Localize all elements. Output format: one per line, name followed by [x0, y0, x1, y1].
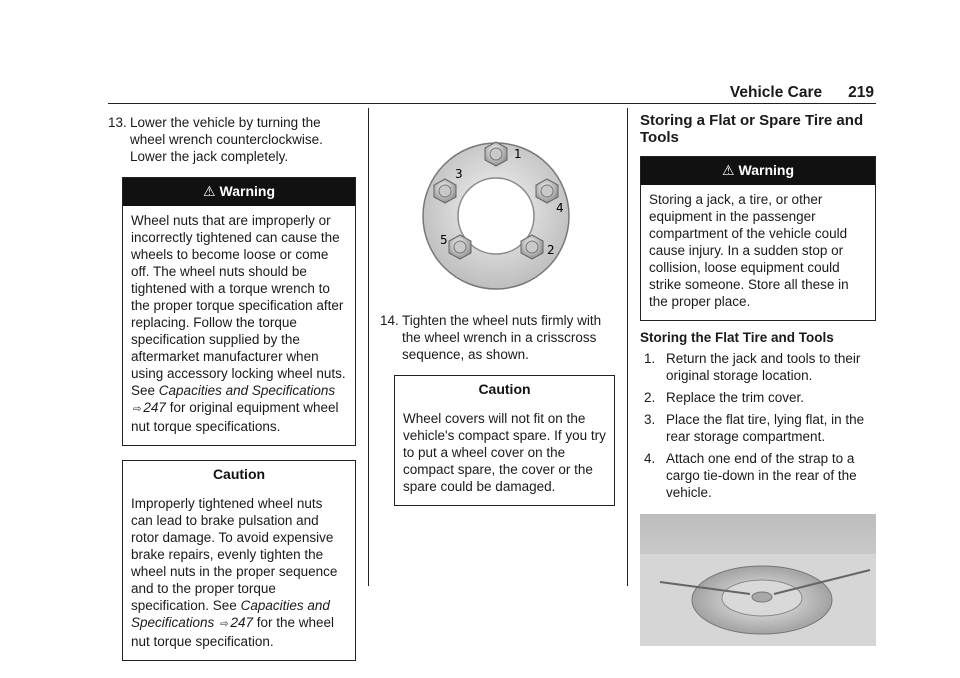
step-text: Return the jack and tools to their original storage location. — [666, 351, 861, 383]
caution-header — [123, 461, 355, 489]
warning-body — [641, 185, 875, 320]
step-number: 1. — [644, 351, 656, 366]
page-number: 219 — [848, 84, 874, 101]
page-header — [640, 84, 874, 101]
warning-title: Warning — [219, 183, 276, 199]
column-divider-1 — [368, 108, 369, 586]
column-divider-2 — [627, 108, 628, 586]
page-ref[interactable]: 247 — [230, 615, 253, 630]
caution-text: Wheel covers will not fit on the vehicle's compact spare. If you try to put a wheel cover on the compact spare, the cover or the spare could be damaged. — [403, 411, 606, 494]
step-number: 14. — [380, 313, 399, 328]
step-14 — [380, 312, 615, 363]
column-1 — [108, 114, 356, 661]
nut-label-1: 1 — [514, 147, 522, 161]
caution-box — [122, 460, 356, 661]
step-text: Lower the vehicle by turning the wheel wrench counterclockwise. Lower the jack completely. — [130, 115, 323, 164]
caution-text: Improperly tightened wheel nuts can lead to brake pulsation and rotor damage. To avoid expensive brake repairs, evenly tighten the wheel nuts in the proper sequence and to the proper torque specification. See — [131, 496, 338, 613]
step-number: 4. — [644, 451, 656, 466]
caution-title: Caution — [478, 381, 531, 397]
caution-body — [395, 404, 614, 505]
warning-icon: ⚠ — [721, 162, 735, 178]
warning-header — [123, 178, 355, 206]
step-text: Tighten the wheel nuts firmly with the wheel wrench in a crisscross sequence, as shown. — [402, 313, 602, 362]
page-ref-arrow-icon: ⇨ — [133, 404, 142, 415]
capacities-link[interactable]: Capacities and Specifications — [158, 383, 336, 398]
warning-box — [640, 156, 876, 321]
capacities-link[interactable]: Capacities and Specifications — [131, 598, 330, 630]
warning-header — [641, 157, 875, 185]
warning-text: Wheel nuts that are improperly or incorrectly tightened can cause the wheels to become loose or come off. The wheel nuts should be tightened with a torque wrench to the proper torque specification after replacing. Follow the torque specification supplied by the aftermarket manufacturer when using accessory locking wheel nuts. See — [131, 213, 346, 398]
section-title: Vehicle Care — [729, 84, 823, 101]
list-item — [644, 450, 876, 501]
caution-box — [394, 375, 615, 506]
spare-hub — [752, 592, 772, 602]
warning-icon: ⚠ — [202, 183, 216, 199]
warning-box — [122, 177, 356, 446]
warning-body — [123, 206, 355, 445]
step-number: 3. — [644, 412, 656, 427]
wheel-nut-sequence-diagram — [380, 114, 615, 304]
step-text: Replace the trim cover. — [666, 390, 805, 405]
nut-label-4: 4 — [556, 201, 564, 215]
sub-heading: Storing the Flat Tire and Tools — [640, 330, 834, 345]
step-text: Place the flat tire, lying flat, in the rear storage compartment. — [666, 412, 865, 444]
list-item — [644, 411, 876, 445]
caution-title: Caution — [212, 466, 266, 482]
step-number: 13. — [108, 115, 127, 130]
nut-label-2: 2 — [547, 243, 555, 257]
page-ref[interactable]: 247 — [143, 400, 166, 415]
nut-label-3: 3 — [455, 167, 463, 181]
spare-tire-storage-image — [640, 514, 876, 646]
header-divider — [108, 103, 876, 104]
caution-body — [123, 489, 355, 660]
column-3 — [640, 112, 876, 650]
warning-title: Warning — [738, 162, 795, 178]
warning-text-end: for original equipment wheel nut torque specifications. — [131, 400, 339, 434]
caution-header — [395, 376, 614, 404]
section-heading: Storing a Flat or Spare Tire and Tools — [640, 112, 864, 146]
step-text: Attach one end of the strap to a cargo tie-down in the rear of the vehicle. — [666, 451, 857, 500]
caution-text-end: for the wheel nut torque specification. — [131, 615, 335, 649]
nut-label-5: 5 — [440, 233, 448, 247]
page-ref-arrow-icon: ⇨ — [220, 619, 229, 630]
list-item — [644, 389, 876, 406]
warning-text: Storing a jack, a tire, or other equipment in the passenger compartment of the vehicle could cause injury. In a sudden stop or collision, loose equipment could strike someone. Store all these in the proper place. — [649, 192, 849, 309]
step-number: 2. — [644, 390, 656, 405]
list-item — [644, 350, 876, 384]
column-2 — [380, 114, 615, 506]
storing-steps-list — [640, 350, 876, 501]
step-13 — [108, 114, 356, 165]
